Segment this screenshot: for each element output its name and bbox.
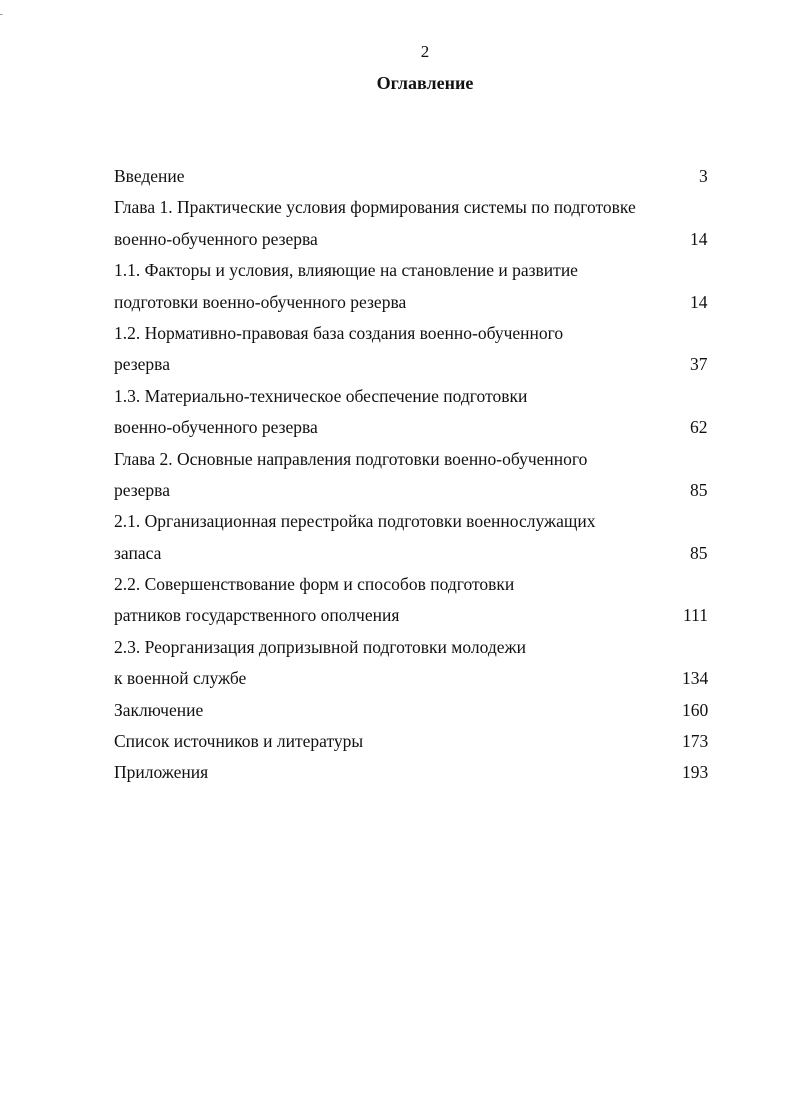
toc-entry-text: к военной службе [114,668,247,689]
toc-entry-text: 2.1. Организационная перестройка подготовки военнослужащих [114,511,596,532]
toc-line [114,757,714,788]
toc-entry-text: Глава 1. Практические условия формирования системы по подготовке [114,197,636,218]
toc-line [114,695,714,726]
page-number: 2 [420,42,430,61]
toc-line [114,569,714,600]
toc-entry-text: Заключение [114,699,204,720]
toc-entry-text: Приложения [114,762,209,783]
toc-page-number: 111 [683,605,708,626]
toc-page-number: 85 [690,542,708,563]
toc-line [114,663,714,694]
toc-page-number: 85 [690,479,708,500]
toc-entry-text: ратников государственного ополчения [114,605,400,626]
table-of-contents [114,161,714,789]
toc-entry-text: подготовки военно-обученного резерва [114,291,407,312]
toc-entry-text: 1.1. Факторы и условия, влияющие на становление и развитие [114,260,578,281]
toc-entry-text: Список источников и литературы [114,731,364,752]
toc-line [114,318,714,349]
toc-page-number: 37 [690,354,708,375]
toc-page-number: 62 [690,417,708,438]
toc-line [114,538,714,569]
toc-entry-text: 1.3. Материально-техническое обеспечение подготовки [114,385,528,406]
toc-entry-text: 1.2. Нормативно-правовая база создания военно-обученного [114,322,564,343]
toc-entry-text: 2.2. Совершенствование форм и способов подготовки [114,574,515,595]
scan-mark: ˍ [0,7,3,16]
toc-line [114,192,714,223]
toc-entry-text: запаса [114,542,162,563]
toc-line [114,412,714,443]
toc-line [114,224,714,255]
toc-entry-text: Введение [114,166,185,186]
page-title: Оглавление [376,73,474,93]
toc-line [114,287,714,318]
toc-page-number: 160 [682,699,709,720]
toc-line [114,475,714,506]
toc-line [114,726,714,757]
toc-line [114,600,714,631]
toc-entry-text: военно-обученного резерва [114,228,318,249]
toc-entry-text: резерва [114,354,170,375]
toc-line [114,349,714,380]
toc-entry-text: 2.3. Реорганизация допризывной подготовки молодежи [114,636,526,657]
toc-page-number: 173 [682,731,709,752]
toc-line [114,381,714,412]
toc-line [114,632,714,663]
toc-line [114,255,714,286]
toc-page-number: 193 [682,762,709,783]
toc-line [114,161,714,192]
toc-page-number: 134 [682,668,709,689]
toc-line [114,444,714,475]
toc-page-number: 3 [699,166,708,186]
toc-entry-text: Глава 2. Основные направления подготовки военно-обученного [114,448,588,469]
toc-entry-text: военно-обученного резерва [114,417,318,438]
toc-page-number: 14 [690,291,708,312]
toc-line [114,506,714,537]
toc-entry-text: резерва [114,479,170,500]
toc-page-number: 14 [690,228,708,249]
